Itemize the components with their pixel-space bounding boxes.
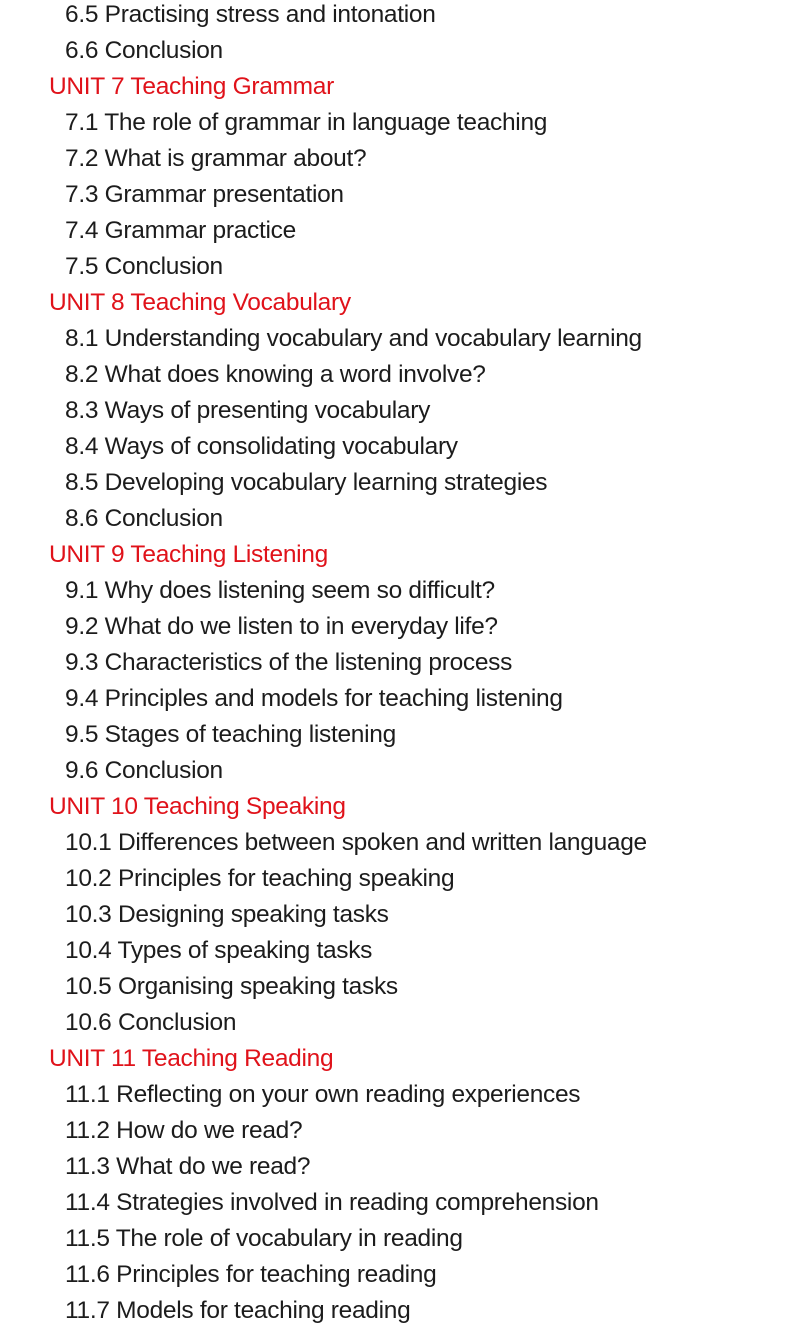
section-entry[interactable]: 9.4 Principles and models for teaching listening xyxy=(65,685,563,712)
section-entry[interactable]: 9.5 Stages of teaching listening xyxy=(65,721,396,748)
section-entry[interactable]: 11.6 Principles for teaching reading xyxy=(65,1261,437,1288)
section-entry[interactable]: 6.5 Practising stress and intonation xyxy=(65,1,436,28)
unit-heading[interactable]: UNIT 10 Teaching Speaking xyxy=(49,793,346,820)
section-entry[interactable]: 10.5 Organising speaking tasks xyxy=(65,973,398,1000)
unit-heading[interactable]: UNIT 8 Teaching Vocabulary xyxy=(49,289,351,316)
section-entry[interactable]: 8.4 Ways of consolidating vocabulary xyxy=(65,433,458,460)
section-entry[interactable]: 10.4 Types of speaking tasks xyxy=(65,937,373,964)
section-entry[interactable]: 9.1 Why does listening seem so difficult? xyxy=(65,577,495,604)
section-entry[interactable]: 8.3 Ways of presenting vocabulary xyxy=(65,397,431,424)
section-entry[interactable]: 11.1 Reflecting on your own reading experiences xyxy=(65,1081,581,1108)
section-entry[interactable]: 7.4 Grammar practice xyxy=(65,217,296,244)
section-entry[interactable]: 10.3 Designing speaking tasks xyxy=(65,901,389,928)
section-entry[interactable]: 7.5 Conclusion xyxy=(65,253,223,280)
section-entry[interactable]: 10.6 Conclusion xyxy=(65,1009,237,1036)
section-entry[interactable]: 6.6 Conclusion xyxy=(65,37,223,64)
unit-heading[interactable]: UNIT 11 Teaching Reading xyxy=(49,1045,334,1072)
section-entry[interactable]: 7.3 Grammar presentation xyxy=(65,181,344,208)
section-entry[interactable]: 10.1 Differences between spoken and written language xyxy=(65,829,647,856)
section-entry[interactable]: 8.6 Conclusion xyxy=(65,505,223,532)
section-entry[interactable]: 7.2 What is grammar about? xyxy=(65,145,367,172)
section-entry[interactable]: 11.3 What do we read? xyxy=(65,1153,311,1180)
unit-heading[interactable]: UNIT 7 Teaching Grammar xyxy=(49,73,334,100)
section-entry[interactable]: 8.5 Developing vocabulary learning strategies xyxy=(65,469,548,496)
section-entry[interactable]: 11.7 Models for teaching reading xyxy=(65,1297,411,1324)
section-entry[interactable]: 11.4 Strategies involved in reading comprehension xyxy=(65,1189,599,1216)
section-entry[interactable]: 9.3 Characteristics of the listening process xyxy=(65,649,513,676)
section-entry[interactable]: 9.2 What do we listen to in everyday life? xyxy=(65,613,498,640)
unit-heading[interactable]: UNIT 9 Teaching Listening xyxy=(49,541,328,568)
section-entry[interactable]: 9.6 Conclusion xyxy=(65,757,223,784)
section-entry[interactable]: 11.5 The role of vocabulary in reading xyxy=(65,1225,463,1252)
section-entry[interactable]: 11.2 How do we read? xyxy=(65,1117,303,1144)
section-entry[interactable]: 10.2 Principles for teaching speaking xyxy=(65,865,455,892)
section-entry[interactable]: 8.2 What does knowing a word involve? xyxy=(65,361,486,388)
section-entry[interactable]: 7.1 The role of grammar in language teaching xyxy=(65,109,548,136)
section-entry[interactable]: 8.1 Understanding vocabulary and vocabulary learning xyxy=(65,325,642,352)
